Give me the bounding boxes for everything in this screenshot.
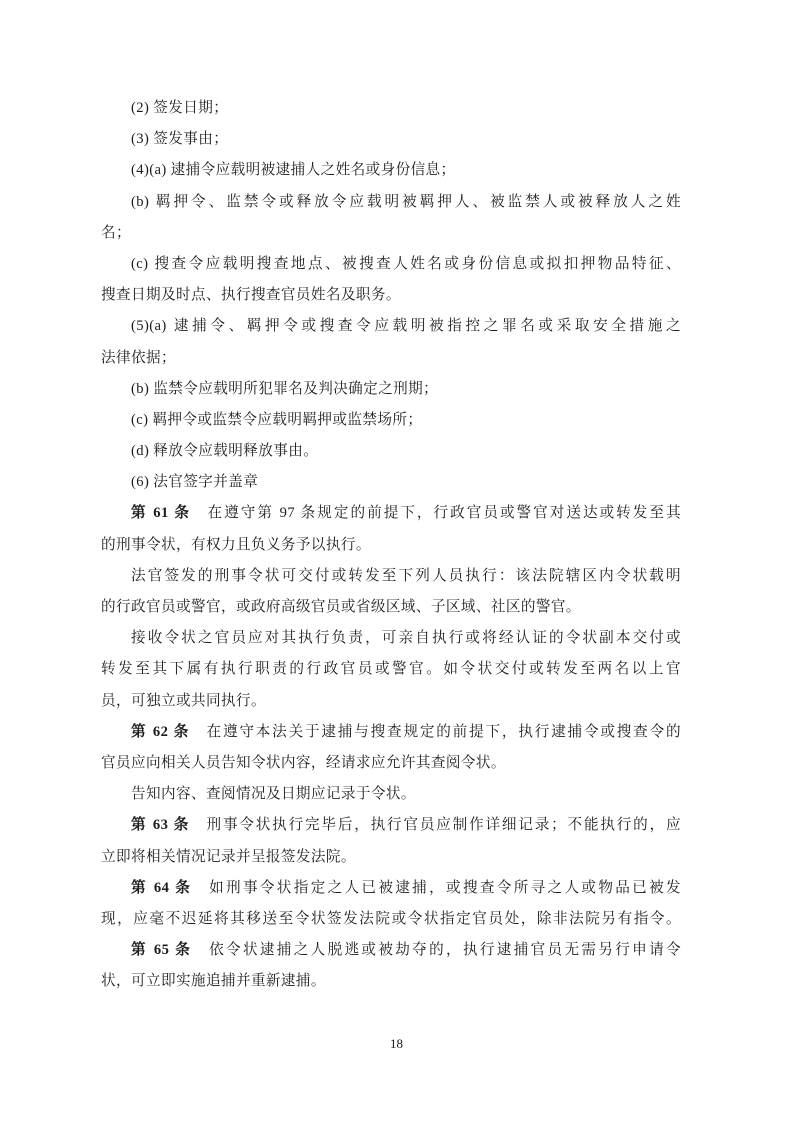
text-segment: (b) 监禁令应载明所犯罪名及判决确定之刑期； bbox=[131, 380, 439, 397]
text-segment: 法律依据； bbox=[101, 349, 176, 366]
text-segment: 告知内容、查阅情况及日期应记录于令状。 bbox=[131, 786, 416, 803]
text-segment: (d) 释放令应载明释放事由。 bbox=[131, 443, 319, 460]
article-number: 第 62 条 bbox=[131, 723, 191, 740]
text-line bbox=[101, 592, 681, 623]
article-number: 第 64 条 bbox=[131, 879, 193, 896]
text-segment: 现，应毫不迟延将其移送至令状签发法院或令状指定官员处，除非法院另有指令。 bbox=[101, 910, 681, 927]
text-line bbox=[101, 561, 681, 592]
text-line bbox=[101, 280, 681, 311]
text-segment: 转发至其下属有执行职责的行政官员或警官。如令状交付或转发至两名以上官 bbox=[101, 661, 681, 678]
text-line bbox=[101, 654, 681, 685]
text-line bbox=[101, 436, 681, 467]
text-line bbox=[101, 904, 681, 935]
text-segment: 如刑事令状指定之人已被逮捕，或搜查令所寻之人或物品已被发 bbox=[192, 879, 681, 896]
article-number: 第 65 条 bbox=[131, 942, 193, 959]
text-line bbox=[101, 218, 681, 249]
text-segment: (c) 搜查令应载明搜查地点、被搜查人姓名或身份信息或拟扣押物品特征、 bbox=[131, 255, 681, 272]
text-line bbox=[101, 779, 681, 810]
text-line bbox=[101, 717, 681, 748]
article-number: 第 63 条 bbox=[131, 817, 191, 834]
text-line bbox=[101, 966, 681, 997]
text-segment: 刑事令状执行完毕后，执行官员应制作详细记录；不能执行的，应 bbox=[190, 817, 681, 834]
text-segment: 员，可独立或共同执行。 bbox=[101, 692, 266, 709]
text-line bbox=[101, 530, 681, 561]
text-segment: 接收令状之官员应对其执行负责，可亲自执行或将经认证的令状副本交付或 bbox=[131, 630, 681, 647]
text-line bbox=[101, 686, 681, 717]
text-segment: 名； bbox=[101, 224, 131, 241]
text-segment: 立即将相关情况记录并呈报签发法院。 bbox=[101, 848, 356, 865]
text-line bbox=[101, 343, 681, 374]
text-line bbox=[101, 311, 681, 342]
text-segment: 搜查日期及时点、执行搜查官员姓名及职务。 bbox=[101, 287, 401, 304]
text-line bbox=[101, 249, 681, 280]
text-line bbox=[101, 467, 681, 498]
text-line bbox=[101, 405, 681, 436]
text-line bbox=[101, 155, 681, 186]
text-segment: 在遵守第 97 条规定的前提下，行政官员或警官对送达或转发至其 bbox=[190, 505, 681, 522]
text-line bbox=[101, 810, 681, 841]
text-segment: (5)(a) 逮捕令、羁押令或搜查令应载明被指控之罪名或采取安全措施之 bbox=[131, 318, 681, 335]
text-line bbox=[101, 187, 681, 218]
text-segment: (2) 签发日期； bbox=[131, 100, 229, 116]
text-line bbox=[101, 748, 681, 779]
text-line bbox=[101, 935, 681, 966]
page-number: 18 bbox=[390, 1036, 403, 1051]
page-body bbox=[101, 93, 681, 997]
text-line bbox=[101, 623, 681, 654]
text-segment: 官员应向相关人员告知令状内容，经请求应允许其查阅令状。 bbox=[101, 754, 506, 771]
article-number: 第 61 条 bbox=[131, 505, 191, 522]
text-segment: 的行政官员或警官，或政府高级官员或省级区域、子区域、社区的警官。 bbox=[101, 599, 581, 615]
text-segment: (3) 签发事由； bbox=[131, 131, 229, 148]
text-line bbox=[101, 873, 681, 904]
text-segment: 在遵守本法关于逮捕与搜查规定的前提下，执行逮捕令或搜查令的 bbox=[190, 723, 681, 740]
text-line bbox=[101, 124, 681, 155]
text-segment: 的刑事令状，有权力且负义务予以执行。 bbox=[101, 536, 371, 553]
text-segment: (b) 羁押令、监禁令或释放令应载明被羁押人、被监禁人或被释放人之姓 bbox=[131, 193, 681, 210]
text-line bbox=[101, 374, 681, 405]
text-segment: (6) 法官签字并盖章 bbox=[131, 474, 259, 491]
text-line bbox=[101, 498, 681, 529]
text-segment: (c) 羁押令或监禁令应载明羁押或监禁场所； bbox=[131, 411, 423, 428]
text-segment: 法官签发的刑事令状可交付或转发至下列人员执行：该法院辖区内令状载明 bbox=[131, 567, 681, 584]
text-segment: 状，可立即实施追捕并重新逮捕。 bbox=[101, 973, 326, 990]
text-segment: (4)(a) 逮捕令应载明被逮捕人之姓名或身份信息； bbox=[131, 162, 456, 179]
text-segment: 依令状逮捕之人脱逃或被劫夺的，执行逮捕官员无需另行申请令 bbox=[192, 942, 681, 959]
text-line bbox=[101, 842, 681, 873]
text-line bbox=[101, 93, 681, 124]
